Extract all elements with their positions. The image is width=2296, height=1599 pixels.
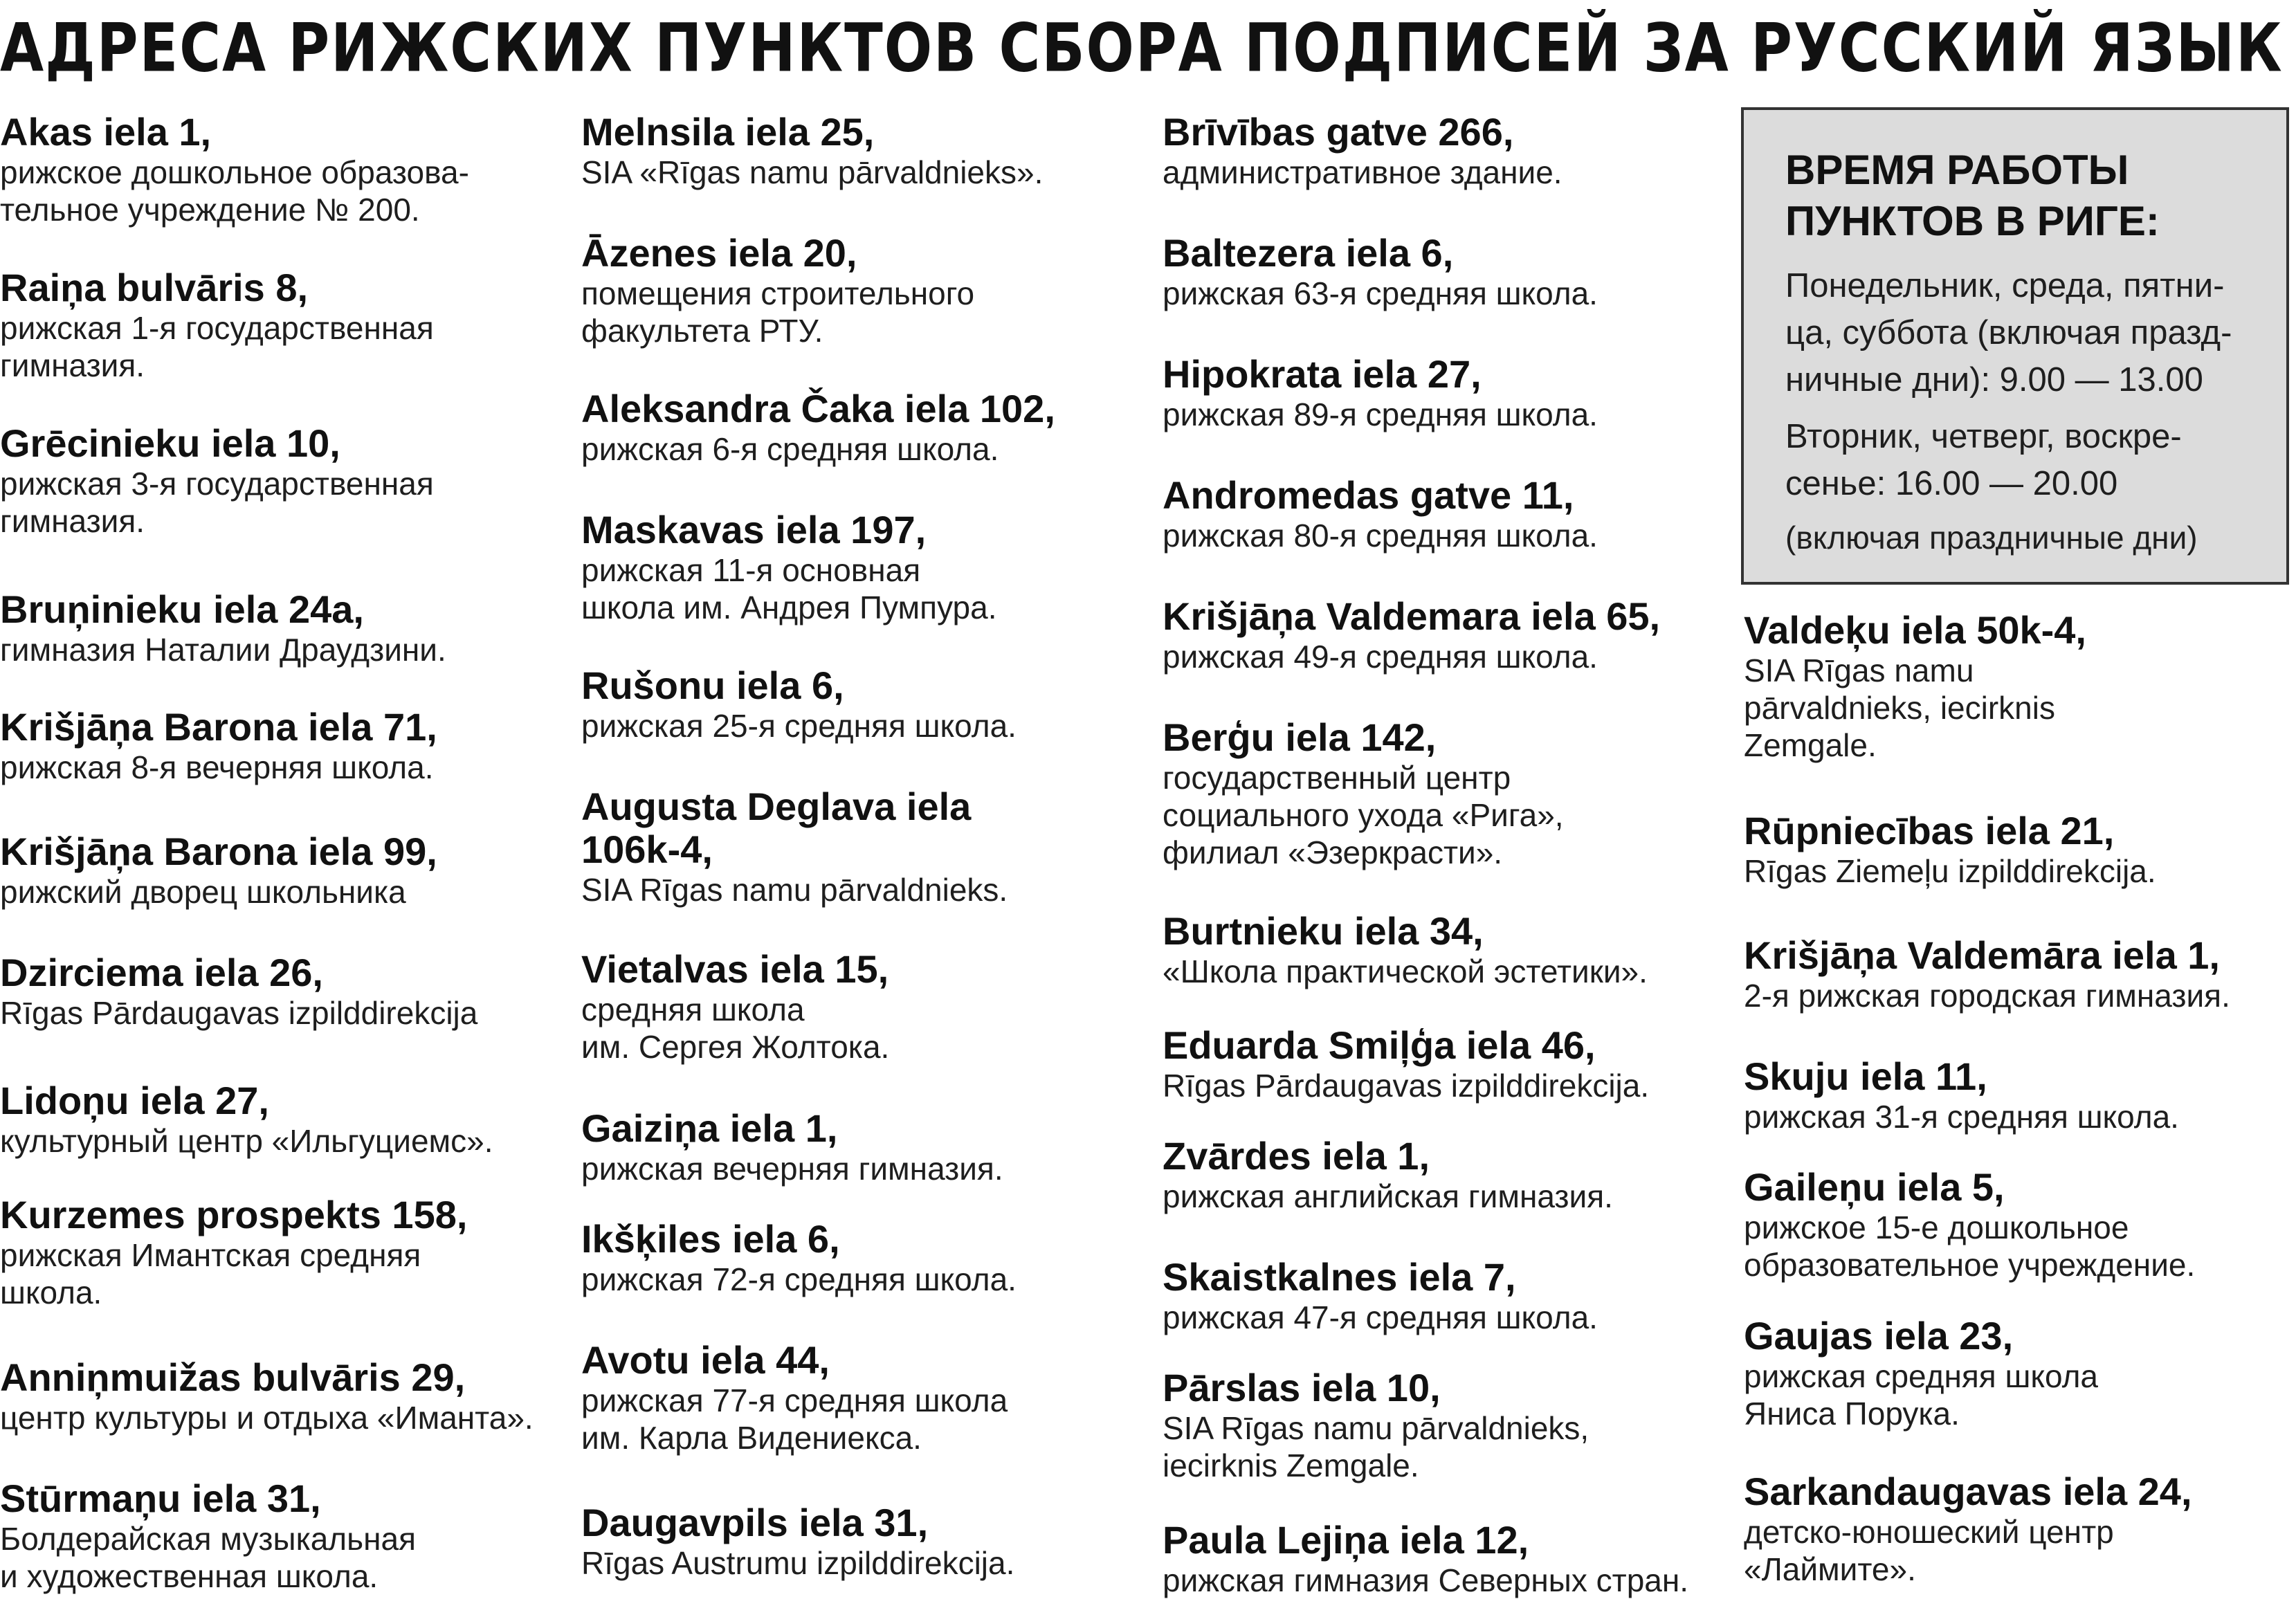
address-entry [0,422,554,540]
address-name: Krišjāņa Valdemāra iela 1, [1744,933,2220,977]
address-entry [1163,353,1716,433]
address-name: Grēcinieku iela 10, [0,421,340,465]
address-description: рижская английская гимназия. [1163,1178,1613,1214]
address-name: Anniņmuižas bulvāris 29, [0,1355,466,1399]
address-description: рижская 25-я средняя школа. [581,708,1017,744]
address-description: рижское дошкольное образова- тельное учреждение № 200. [0,154,469,228]
address-description: культурный центр «Ильгуциемс». [0,1123,493,1159]
address-description: рижская 11-я основная школа им. Андрея Пумпура. [581,552,997,625]
address-description: Rīgas Ziemeļu izpilddirekcija. [1744,853,2156,889]
address-name: Baltezera iela 6, [1163,231,1454,275]
address-name: Gaujas iela 23, [1744,1314,2014,1358]
address-name: Gaiziņa iela 1, [581,1106,838,1150]
address-name: Aleksandra Čaka iela 102, [581,387,1055,430]
address-description: административное здание. [1163,154,1562,190]
address-entry [0,1079,554,1160]
address-description: рижская 6-я средняя школа. [581,431,999,467]
address-name: Āzenes iela 20, [581,231,857,275]
address-name: Skuju iela 11, [1744,1054,1987,1098]
address-entry [1163,1256,1716,1336]
address-entry [0,951,554,1032]
address-entry [581,664,1135,744]
address-name: Hipokrata iela 27, [1163,352,1482,396]
working-hours-box [1741,107,2289,585]
address-name: Gaileņu iela 5, [1744,1165,2005,1209]
address-entry [1744,609,2296,764]
address-entry [581,948,1135,1066]
address-name: Augusta Deglava iela 106k-4, [581,785,972,871]
address-entry [1744,1055,2296,1135]
address-name: Avotu iela 44, [581,1338,830,1382]
address-description: рижская вечерняя гимназия. [581,1151,1003,1187]
address-name: Bruņinieku iela 24a, [0,587,364,631]
address-description: рижская 47-я средняя школа. [1163,1299,1598,1335]
address-name: Valdeķu iela 50k-4, [1744,608,2086,652]
address-name: Lidoņu iela 27, [0,1079,269,1122]
address-entry [1163,910,1716,990]
address-entry [581,1218,1135,1298]
address-entry [0,1477,554,1595]
address-name: Berģu iela 142, [1163,715,1437,759]
address-description: рижское 15-е дошкольное образовательное учреждение. [1744,1209,2196,1283]
address-description: рижская 1-я государственная гимназия. [0,310,434,383]
address-description: Болдерайская музыкальная и художественная школа. [0,1521,417,1594]
address-description: помещения строительного факультета РТУ. [581,275,975,349]
address-entry [581,1107,1135,1187]
address-name: Melnsila iela 25, [581,110,875,154]
address-entry [1163,1367,1716,1484]
address-name: Pārslas iela 10, [1163,1366,1441,1409]
address-description: средняя школа им. Сергея Жолтока. [581,992,890,1065]
address-name: Sarkandaugavas iela 24, [1744,1470,2192,1513]
address-entry [1163,111,1716,191]
address-entry [0,706,554,786]
address-name: Akas iela 1, [0,110,212,154]
address-entry [0,1194,554,1311]
address-description: рижская 31-я средняя школа. [1744,1099,2179,1135]
address-entry [581,1339,1135,1456]
address-entry [581,509,1135,626]
address-entry [1744,1166,2296,1283]
address-description: центр культуры и отдыха «Иманта». [0,1400,534,1436]
address-description: SIA Rīgas namu pārvaldnieks, iecirknis Zemgale. [1744,652,2055,763]
address-entry [1163,716,1716,871]
address-entry [1744,934,2296,1014]
address-entry [0,266,554,384]
address-entry [581,111,1135,191]
address-name: Brīvības gatve 266, [1163,110,1514,154]
working-hours-weekdays: Понедельник, среда, пятни- ца, суббота (включая празд- ничные дни): 9.00 — 13.00 [1785,267,2232,399]
address-description: рижская 63-я средняя школа. [1163,275,1598,311]
address-entry [0,111,554,228]
address-name: Krišjāņa Valdemara iela 65, [1163,594,1661,638]
address-description: 2-я рижская городская гимназия. [1744,978,2230,1014]
address-entry [0,1356,554,1436]
address-name: Daugavpils iela 31, [581,1501,929,1544]
address-entry [581,785,1135,908]
address-name: Stūrmaņu iela 31, [0,1477,321,1520]
working-hours-title: ВРЕМЯ РАБОТЫ ПУНКТОВ В РИГЕ: [1785,147,2160,244]
address-entry [1744,1315,2296,1432]
address-entry [1163,232,1716,312]
address-description: детско-юношеский центр «Лаймите». [1744,1514,2114,1587]
address-description: рижская 89-я средняя школа. [1163,396,1598,432]
address-entry [1163,595,1716,675]
address-entry [1744,1470,2296,1588]
address-name: Burtnieku iela 34, [1163,909,1484,953]
address-description: «Школа практической эстетики». [1163,953,1648,989]
address-entry [1744,810,2296,890]
address-name: Eduarda Smiļģa iela 46, [1163,1023,1596,1067]
address-name: Rūpniecības iela 21, [1744,809,2115,852]
address-name: Krišjāņa Barona iela 71, [0,705,437,749]
address-description: рижская 72-я средняя школа. [581,1261,1017,1297]
address-description: Rīgas Pārdaugavas izpilddirekcija. [1163,1068,1650,1104]
address-name: Raiņa bulvāris 8, [0,266,309,309]
address-description: рижская средняя школа Яниса Порука. [1744,1358,2098,1432]
address-name: Kurzemes prospekts 158, [0,1193,468,1236]
address-name: Vietalvas iela 15, [581,947,889,991]
address-entry [581,387,1135,468]
address-entry [1163,1135,1716,1215]
address-description: Rīgas Austrumu izpilddirekcija. [581,1545,1015,1581]
address-description: рижская гимназия Северных стран. [1163,1562,1689,1598]
address-description: Rīgas Pārdaugavas izpilddirekcija [0,995,478,1031]
address-description: рижская 80-я средняя школа. [1163,518,1598,554]
page-title: АДРЕСА РИЖСКИХ ПУНКТОВ СБОРА ПОДПИСЕЙ ЗА РУССКИЙ ЯЗЫК [0,8,2284,87]
address-entry [581,232,1135,349]
working-hours-note: (включая праздничные дни) [1785,520,2198,556]
address-description: рижский дворец школьника [0,874,406,910]
address-description: рижская 8-я вечерняя школа. [0,749,434,785]
address-description: SIA Rīgas namu pārvaldnieks. [581,872,1008,908]
address-name: Dzirciema iela 26, [0,951,323,994]
address-name: Ikšķiles iela 6, [581,1217,840,1261]
address-description: SIA Rīgas namu pārvaldnieks, iecirknis Zemgale. [1163,1410,1589,1483]
address-name: Andromedas gatve 11, [1163,473,1574,517]
address-name: Zvārdes iela 1, [1163,1134,1430,1178]
address-name: Skaistkalnes iela 7, [1163,1255,1516,1299]
address-entry [0,830,554,911]
address-description: рижская 77-я средняя школа им. Карла Видениекса. [581,1382,1008,1456]
address-name: Krišjāņa Barona iela 99, [0,830,437,873]
address-entry [1163,1519,1716,1599]
address-name: Maskavas iela 197, [581,508,927,551]
address-description: государственный центр социального ухода «Рига», филиал «Эзеркрасти». [1163,760,1564,870]
address-description: рижская 3-я государственная гимназия. [0,466,434,539]
address-name: Rušonu iela 6, [581,664,844,707]
address-description: рижская Имантская средняя школа. [0,1237,421,1310]
working-hours-other-days: Вторник, четверг, воскре- сенье: 16.00 — 20.00 [1785,418,2182,502]
address-description: рижская 49-я средняя школа. [1163,639,1598,675]
address-name: Paula Lejiņa iela 12, [1163,1518,1529,1562]
address-entry [1163,1024,1716,1104]
address-entry [0,588,554,668]
address-entry [581,1501,1135,1582]
address-entry [1163,474,1716,554]
address-description: гимназия Наталии Драудзини. [0,632,446,668]
address-description: SIA «Rīgas namu pārvaldnieks». [581,154,1044,190]
